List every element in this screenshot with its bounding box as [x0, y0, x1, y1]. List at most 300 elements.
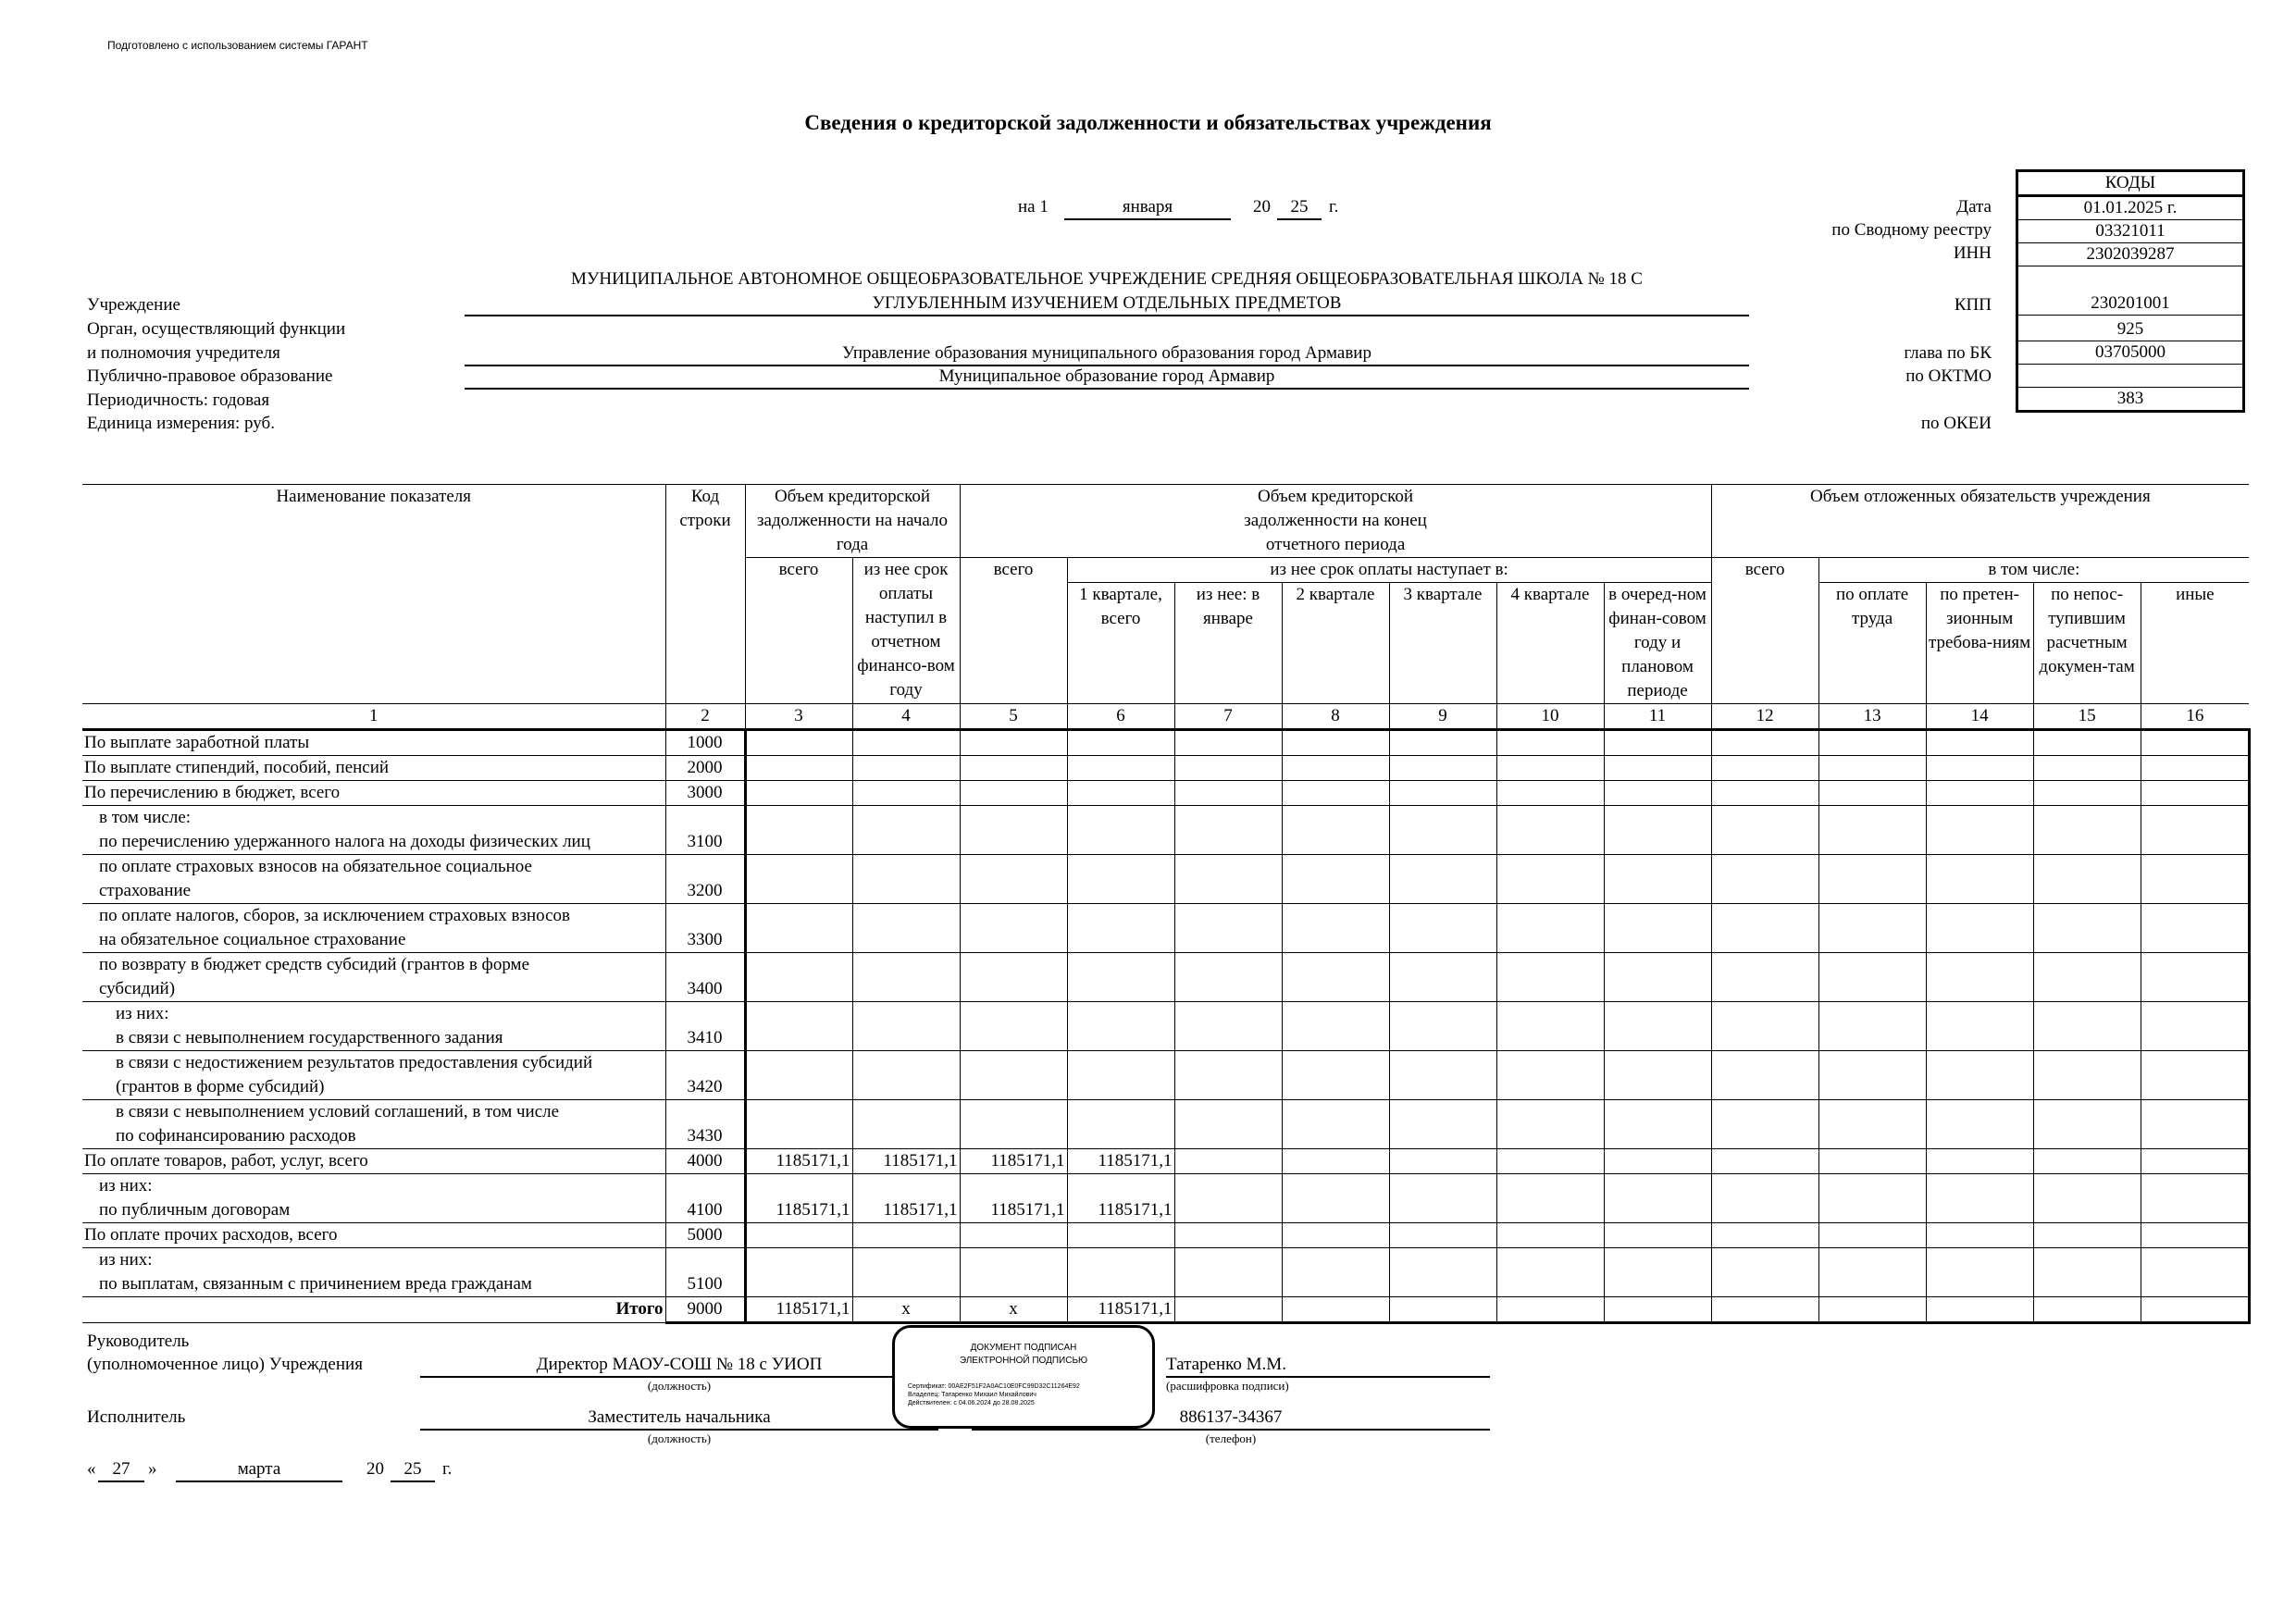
cell-col-15: [2033, 1051, 2141, 1100]
cell-col-4: [852, 904, 960, 953]
cell-col-8: [1282, 806, 1389, 855]
total-col-4: x: [852, 1297, 960, 1323]
header-q3: 3 квартале: [1389, 583, 1496, 704]
cell-col-15: [2033, 904, 2141, 953]
cell-col-13: [1818, 1174, 1926, 1223]
total-col-10: [1496, 1297, 1604, 1323]
cell-col-10: [1496, 1223, 1604, 1248]
organ-value: Управление образования муниципального образования город Армавир: [465, 342, 1749, 366]
row-name: [82, 781, 665, 806]
total-col-13: [1818, 1297, 1926, 1323]
cell-col-6: 1185171,1: [1067, 1174, 1174, 1223]
row-name: [82, 855, 665, 904]
row-name-line-2: По перечислению в бюджет, всего: [84, 783, 341, 802]
cell-col-7: [1174, 1100, 1282, 1149]
column-number: 11: [1604, 704, 1711, 730]
cell-col-5: [960, 730, 1067, 756]
column-number: 12: [1711, 704, 1818, 730]
cell-col-9: [1389, 855, 1496, 904]
total-row: [82, 1297, 2249, 1323]
cell-col-7: [1174, 1248, 1282, 1297]
row-name: [82, 756, 665, 781]
cell-col-7: [1174, 953, 1282, 1002]
total-col-15: [2033, 1297, 2141, 1323]
cell-col-12: [1711, 1174, 1818, 1223]
header-other: иные: [2141, 583, 2249, 704]
row-name-line-2: субсидий): [99, 979, 176, 998]
total-col-3: 1185171,1: [745, 1297, 852, 1323]
cell-col-15: [2033, 953, 2141, 1002]
cell-col-10: [1496, 855, 1604, 904]
codes-label-okei: по ОКЕИ: [1920, 414, 1992, 433]
row-name-line-2: в связи с невыполнением государственного задания: [116, 1028, 503, 1047]
header-claims: по претен-зионным требова-ниям: [1926, 583, 2033, 704]
cell-col-9: [1389, 904, 1496, 953]
cell-col-5: [960, 855, 1067, 904]
executor-label: Исполнитель: [87, 1407, 186, 1427]
table-row: [82, 1248, 2249, 1297]
header-due-in: из нее срок оплаты наступает в:: [1067, 558, 1711, 583]
column-number: 15: [2033, 704, 2141, 730]
cell-col-7: [1174, 1149, 1282, 1174]
code-bk: 925: [2017, 316, 2244, 341]
cell-col-3: [745, 1248, 852, 1297]
executor-position-caption: (должность): [647, 1431, 712, 1445]
cell-col-16: [2141, 781, 2249, 806]
cell-col-10: [1496, 1051, 1604, 1100]
cell-col-3: [745, 855, 852, 904]
row-code: 4100: [665, 1174, 745, 1223]
row-code: 3410: [665, 1002, 745, 1051]
cell-col-5: [960, 1100, 1067, 1149]
cell-col-14: [1926, 855, 2033, 904]
row-name-line-1: из них:: [99, 1176, 153, 1196]
cell-col-7: [1174, 756, 1282, 781]
column-number: 10: [1496, 704, 1604, 730]
cell-col-9: [1389, 756, 1496, 781]
row-name-line-2: по публичным договорам: [99, 1200, 291, 1220]
cell-col-16: [2141, 1100, 2249, 1149]
cell-col-3: [745, 1002, 852, 1051]
table-row: [82, 806, 2249, 855]
codes-label-kpp: КПП: [1954, 295, 1992, 315]
cell-col-12: [1711, 1100, 1818, 1149]
row-code: 3000: [665, 781, 745, 806]
cell-col-3: [745, 806, 852, 855]
cell-col-16: [2141, 1051, 2249, 1100]
cell-col-14: [1926, 1100, 2033, 1149]
column-number: 16: [2141, 704, 2249, 730]
date-prefix: на 1: [1018, 197, 1049, 217]
phone-caption: (телефон): [1205, 1431, 1257, 1445]
cell-col-16: [2141, 1174, 2249, 1223]
header-labor: по оплате труда: [1818, 583, 1926, 704]
cell-col-7: [1174, 806, 1282, 855]
cell-col-9: [1389, 1223, 1496, 1248]
cell-col-13: [1818, 756, 1926, 781]
table-row: [82, 1002, 2249, 1051]
cell-col-14: [1926, 1174, 2033, 1223]
code-okei: 383: [2017, 388, 2244, 412]
cell-col-3: [745, 953, 852, 1002]
cell-col-4: [852, 953, 960, 1002]
header-next-period: в очеред-ном финан-совом году и плановом периоде: [1604, 583, 1711, 704]
cell-col-11: [1604, 730, 1711, 756]
cell-col-16: [2141, 756, 2249, 781]
cell-col-7: [1174, 855, 1282, 904]
header-docs: по непос-тупившим расчетным докумен-там: [2033, 583, 2141, 704]
code-kpp: 230201001: [2017, 266, 2244, 316]
cell-col-7: [1174, 730, 1282, 756]
cell-col-9: [1389, 1002, 1496, 1051]
cell-col-12: [1711, 1223, 1818, 1248]
cell-col-6: [1067, 1051, 1174, 1100]
cell-col-4: [852, 781, 960, 806]
table-row: [82, 953, 2249, 1002]
row-name-line-2: По оплате прочих расходов, всего: [84, 1225, 338, 1245]
cell-col-10: [1496, 953, 1604, 1002]
cell-col-7: [1174, 1223, 1282, 1248]
date-month: января: [1064, 196, 1231, 220]
cell-col-9: [1389, 781, 1496, 806]
cell-col-3: [745, 1051, 852, 1100]
cell-col-4: [852, 756, 960, 781]
cell-col-5: 1185171,1: [960, 1174, 1067, 1223]
table-row: [82, 1174, 2249, 1223]
document-title: Сведения о кредиторской задолженности и обязательствах учреждения: [804, 111, 1492, 134]
head-label-2: (уполномоченное лицо) Учреждения: [87, 1355, 363, 1374]
cell-col-14: [1926, 953, 2033, 1002]
row-name-line-2: по софинансированию расходов: [116, 1126, 356, 1146]
cell-col-11: [1604, 1100, 1711, 1149]
column-number: 8: [1282, 704, 1389, 730]
cell-col-3: [745, 756, 852, 781]
codes-label-bk: глава по БК: [1904, 343, 1992, 363]
cell-col-5: [960, 1002, 1067, 1051]
row-name: [82, 953, 665, 1002]
column-number: 4: [852, 704, 960, 730]
cell-col-3: 1185171,1: [745, 1174, 852, 1223]
periodicity: Периодичность: годовая: [87, 390, 270, 410]
row-name: [82, 1174, 665, 1223]
ppo-value: Муниципальное образование город Армавир: [465, 365, 1749, 390]
cell-col-12: [1711, 730, 1818, 756]
header-total-start: всего: [745, 558, 852, 704]
cell-col-14: [1926, 1248, 2033, 1297]
row-name-line-1: в связи с недостижением результатов предоставления субсидий: [116, 1053, 593, 1072]
row-code: 3420: [665, 1051, 745, 1100]
table-row: [82, 730, 2249, 756]
cell-col-12: [1711, 1149, 1818, 1174]
row-name: [82, 1100, 665, 1149]
cell-col-11: [1604, 953, 1711, 1002]
stamp-line-2: ЭЛЕКТРОННОЙ ПОДПИСЬЮ: [959, 1356, 1088, 1366]
cell-col-13: [1818, 1223, 1926, 1248]
date-day: 27: [98, 1458, 144, 1482]
cell-col-6: [1067, 1223, 1174, 1248]
cell-col-8: [1282, 1223, 1389, 1248]
cell-col-10: [1496, 781, 1604, 806]
cell-col-14: [1926, 756, 2033, 781]
cell-col-14: [1926, 1002, 2033, 1051]
row-name-line-2: по перечислению удержанного налога на доходы физических лиц: [99, 832, 590, 851]
table-row: [82, 756, 2249, 781]
cell-col-13: [1818, 1149, 1926, 1174]
cell-col-13: [1818, 806, 1926, 855]
cell-col-5: [960, 953, 1067, 1002]
cell-col-7: [1174, 1002, 1282, 1051]
cell-col-13: [1818, 730, 1926, 756]
cell-col-10: [1496, 730, 1604, 756]
cell-col-5: [960, 1051, 1067, 1100]
cell-col-11: [1604, 781, 1711, 806]
cell-col-4: [852, 1100, 960, 1149]
cell-col-14: [1926, 1051, 2033, 1100]
cell-col-5: [960, 806, 1067, 855]
date-day-open: «: [87, 1459, 96, 1479]
table-row: [82, 1149, 2249, 1174]
cell-col-11: [1604, 1174, 1711, 1223]
header-name: Наименование показателя: [82, 485, 665, 704]
cell-col-14: [1926, 781, 2033, 806]
cell-col-12: [1711, 781, 1818, 806]
cell-col-12: [1711, 1248, 1818, 1297]
cell-col-12: [1711, 756, 1818, 781]
total-col-12: [1711, 1297, 1818, 1323]
total-col-14: [1926, 1297, 2033, 1323]
cell-col-7: [1174, 1051, 1282, 1100]
codes-table: [2016, 169, 2245, 413]
cell-col-5: [960, 781, 1067, 806]
codes-label-registry: по Сводному реестру: [1831, 220, 1992, 240]
row-name: [82, 1051, 665, 1100]
header-total-end: всего: [960, 558, 1067, 704]
e-signature-stamp: [892, 1325, 1155, 1429]
cell-col-16: [2141, 730, 2249, 756]
table-row: [82, 1051, 2249, 1100]
total-col-6: 1185171,1: [1067, 1297, 1174, 1323]
code-registry: 03321011: [2017, 220, 2244, 243]
executor-phone: 886137-34367: [972, 1406, 1490, 1431]
row-name-line-2: По оплате товаров, работ, услуг, всего: [84, 1151, 368, 1171]
row-name-line-2: По выплате заработной платы: [84, 733, 310, 752]
code-inn: 2302039287: [2017, 243, 2244, 266]
cell-col-10: [1496, 1174, 1604, 1223]
row-name-line-2: страхование: [99, 881, 192, 900]
column-number: 9: [1389, 704, 1496, 730]
row-name: [82, 904, 665, 953]
code-oktmo: 03705000: [2017, 341, 2244, 365]
header-end: Объем кредиторской задолженности на конец отчетного периода: [960, 485, 1711, 558]
date-day-close: »: [148, 1459, 157, 1479]
cell-col-12: [1711, 806, 1818, 855]
cell-col-13: [1818, 1248, 1926, 1297]
organ-label-1: Орган, осуществляющий функции: [87, 319, 346, 339]
stamp-owner: Владелец: Татаренко Михаил Михайлович: [908, 1392, 1036, 1398]
total-col-5: x: [960, 1297, 1067, 1323]
cell-col-11: [1604, 1051, 1711, 1100]
cell-col-15: [2033, 1223, 2141, 1248]
row-code: 2000: [665, 756, 745, 781]
row-code: 4000: [665, 1149, 745, 1174]
table-row: [82, 781, 2249, 806]
cell-col-10: [1496, 1002, 1604, 1051]
cell-col-15: [2033, 1100, 2141, 1149]
date-month-footer: марта: [176, 1458, 342, 1482]
cell-col-11: [1604, 1002, 1711, 1051]
cell-col-3: [745, 1100, 852, 1149]
date-year-suffix-footer: г.: [442, 1459, 453, 1479]
cell-col-6: 1185171,1: [1067, 1149, 1174, 1174]
header-due-current: из нее срок оплаты наступил в отчетном финансо-вом году: [852, 558, 960, 704]
cell-col-12: [1711, 1051, 1818, 1100]
table-row: [82, 1223, 2249, 1248]
cell-col-10: [1496, 756, 1604, 781]
cell-col-3: [745, 1223, 852, 1248]
cell-col-3: [745, 904, 852, 953]
head-position-caption: (должность): [647, 1379, 712, 1393]
total-col-16: [2141, 1297, 2249, 1323]
institution-name-line1: МУНИЦИПАЛЬНОЕ АВТОНОМНОЕ ОБЩЕОБРАЗОВАТЕЛЬНОЕ УЧРЕЖДЕНИЕ СРЕДНЯЯ ОБЩЕОБРАЗОВАТЕЛЬНАЯ ШКОЛА № 18 С: [571, 269, 1643, 289]
cell-col-13: [1818, 1051, 1926, 1100]
cell-col-5: 1185171,1: [960, 1149, 1067, 1174]
cell-col-11: [1604, 806, 1711, 855]
cell-col-15: [2033, 855, 2141, 904]
date-year: 25: [1277, 196, 1322, 220]
cell-col-13: [1818, 781, 1926, 806]
cell-col-10: [1496, 1149, 1604, 1174]
cell-col-8: [1282, 1100, 1389, 1149]
cell-col-14: [1926, 1149, 2033, 1174]
cell-col-14: [1926, 730, 2033, 756]
institution-label: Учреждение: [87, 295, 180, 315]
codes-label-date: Дата: [1956, 197, 1992, 217]
cell-col-5: [960, 756, 1067, 781]
column-number: 1: [82, 704, 665, 730]
cell-col-11: [1604, 904, 1711, 953]
row-name-line-1: по оплате страховых взносов на обязательное социальное: [99, 857, 532, 876]
row-code: 3200: [665, 855, 745, 904]
stamp-valid: Действителен: с 04.06.2024 до 28.08.2025: [908, 1400, 1035, 1406]
organ-label-2: и полномочия учредителя: [87, 343, 280, 363]
cell-col-3: 1185171,1: [745, 1149, 852, 1174]
cell-col-16: [2141, 1223, 2249, 1248]
cell-col-16: [2141, 953, 2249, 1002]
cell-col-13: [1818, 1100, 1926, 1149]
cell-col-8: [1282, 904, 1389, 953]
executor-position: Заместитель начальника: [420, 1406, 938, 1431]
column-number: 7: [1174, 704, 1282, 730]
cell-col-6: [1067, 1002, 1174, 1051]
cell-col-6: [1067, 781, 1174, 806]
header-code: Код строки: [665, 485, 745, 704]
cell-col-15: [2033, 1248, 2141, 1297]
total-col-7: [1174, 1297, 1282, 1323]
cell-col-9: [1389, 806, 1496, 855]
cell-col-4: [852, 730, 960, 756]
cell-col-9: [1389, 1100, 1496, 1149]
cell-col-4: [852, 855, 960, 904]
code-date: 01.01.2025 г.: [2017, 196, 2244, 220]
row-name: [82, 1223, 665, 1248]
cell-col-6: [1067, 1248, 1174, 1297]
cell-col-13: [1818, 1002, 1926, 1051]
cell-col-4: [852, 1051, 960, 1100]
cell-col-7: [1174, 1174, 1282, 1223]
row-code: 3300: [665, 904, 745, 953]
column-number: 14: [1926, 704, 2033, 730]
row-name: [82, 806, 665, 855]
row-name: [82, 1002, 665, 1051]
ppo-label: Публично-правовое образование: [87, 366, 333, 386]
cell-col-15: [2033, 781, 2141, 806]
stamp-line-1: ДОКУМЕНТ ПОДПИСАН: [970, 1343, 1077, 1353]
cell-col-8: [1282, 1149, 1389, 1174]
row-code: 3400: [665, 953, 745, 1002]
cell-col-16: [2141, 855, 2249, 904]
cell-col-15: [2033, 730, 2141, 756]
cell-col-8: [1282, 1248, 1389, 1297]
header-start: Объем кредиторской задолженности на начало года: [745, 485, 960, 558]
column-number: 6: [1067, 704, 1174, 730]
row-code: 5000: [665, 1223, 745, 1248]
cell-col-13: [1818, 855, 1926, 904]
cell-col-16: [2141, 806, 2249, 855]
cell-col-15: [2033, 1174, 2141, 1223]
cell-col-8: [1282, 855, 1389, 904]
cell-col-9: [1389, 953, 1496, 1002]
cell-col-15: [2033, 756, 2141, 781]
cell-col-16: [2141, 904, 2249, 953]
cell-col-6: [1067, 806, 1174, 855]
row-name-line-2: по выплатам, связанным с причинением вреда гражданам: [99, 1274, 532, 1294]
row-name-line-1: из них:: [99, 1250, 153, 1270]
column-number: 13: [1818, 704, 1926, 730]
table-row: [82, 855, 2249, 904]
cell-col-10: [1496, 904, 1604, 953]
head-name: Татаренко М.М.: [1166, 1354, 1490, 1378]
cell-col-14: [1926, 1223, 2033, 1248]
cell-col-12: [1711, 953, 1818, 1002]
cell-col-16: [2141, 1149, 2249, 1174]
row-code: 3100: [665, 806, 745, 855]
institution-name-line2: УГЛУБЛЕННЫМ ИЗУЧЕНИЕМ ОТДЕЛЬНЫХ ПРЕДМЕТОВ: [465, 292, 1749, 316]
table-row: [82, 904, 2249, 953]
cell-col-15: [2033, 1002, 2141, 1051]
cell-col-14: [1926, 806, 2033, 855]
header-q2: 2 квартале: [1282, 583, 1389, 704]
column-number: 3: [745, 704, 852, 730]
cell-col-8: [1282, 730, 1389, 756]
cell-col-9: [1389, 730, 1496, 756]
cell-col-9: [1389, 1051, 1496, 1100]
cell-col-4: [852, 1248, 960, 1297]
cell-col-10: [1496, 806, 1604, 855]
cell-col-4: [852, 806, 960, 855]
date-suffix: г.: [1329, 197, 1339, 217]
date-year-prefix: 20: [1253, 197, 1271, 217]
column-number: 5: [960, 704, 1067, 730]
cell-col-6: [1067, 730, 1174, 756]
cell-col-3: [745, 730, 852, 756]
cell-col-10: [1496, 1100, 1604, 1149]
cell-col-6: [1067, 953, 1174, 1002]
cell-col-6: [1067, 1100, 1174, 1149]
cell-col-13: [1818, 953, 1926, 1002]
cell-col-11: [1604, 855, 1711, 904]
row-name: [82, 1149, 665, 1174]
cell-col-8: [1282, 781, 1389, 806]
